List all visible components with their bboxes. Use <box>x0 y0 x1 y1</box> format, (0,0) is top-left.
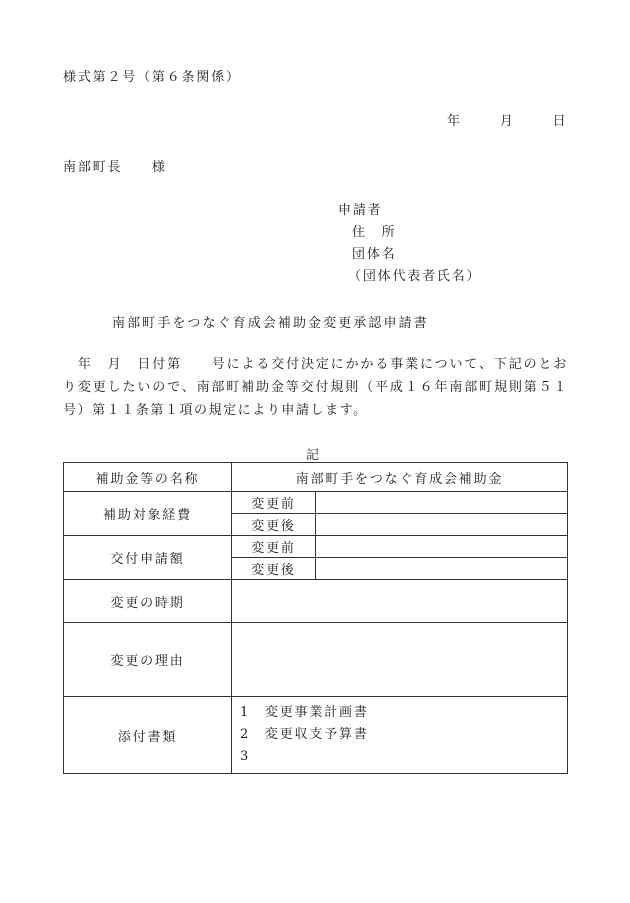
attachment-item: 1 変更事業計画書 <box>240 705 369 720</box>
eligible-cost-before-value[interactable] <box>316 492 568 514</box>
applicant-representative: （団体代表者氏名） <box>348 269 482 284</box>
table-row <box>64 536 568 558</box>
change-timing-value[interactable] <box>232 580 568 623</box>
detail-table <box>63 462 568 774</box>
grant-amount-after-label: 変更後 <box>232 558 316 580</box>
table-row <box>64 492 568 514</box>
table-row <box>64 580 568 623</box>
addressee: 南部町長 様 <box>63 160 167 175</box>
table-row <box>64 463 568 492</box>
grant-amount-label: 交付申請額 <box>64 536 232 580</box>
attachments-label: 添付書類 <box>64 697 232 774</box>
change-reason-label: 変更の理由 <box>64 623 232 697</box>
attachment-item: 3 <box>240 749 251 764</box>
ki-heading: 記 <box>306 448 320 463</box>
applicant-block <box>338 200 481 288</box>
body-text: 年 月 日付第 号による交付決定にかかる事業について、下記のとおり変更したいので、南部町補助金等交付規則（平成１６年南部町規則第５１号）第１１条第１項の規定により申請します。 <box>63 357 568 418</box>
date-day: 日 <box>552 114 568 129</box>
applicant-group-name: 団体名 <box>352 247 397 262</box>
eligible-cost-label: 補助対象経費 <box>64 492 232 536</box>
change-timing-label: 変更の時期 <box>64 580 232 623</box>
applicant-address: 住 所 <box>352 225 397 240</box>
document-title: 南部町手をつなぐ育成会補助金変更承認申請書 <box>112 316 429 331</box>
applicant-label: 申請者 <box>338 203 383 218</box>
date-year: 年 <box>447 114 462 129</box>
eligible-cost-after-label: 変更後 <box>232 514 316 536</box>
eligible-cost-before-label: 変更前 <box>232 492 316 514</box>
date-month: 月 <box>499 114 515 129</box>
change-reason-value[interactable] <box>232 623 568 697</box>
grant-amount-after-value[interactable] <box>316 558 568 580</box>
date-line <box>447 110 567 129</box>
table-row <box>64 623 568 697</box>
attachment-item: 2 変更収支予算書 <box>240 727 369 742</box>
subsidy-name-value: 南部町手をつなぐ育成会補助金 <box>232 463 568 492</box>
eligible-cost-after-value[interactable] <box>316 514 568 536</box>
table-row <box>64 697 568 774</box>
grant-amount-before-value[interactable] <box>316 536 568 558</box>
subsidy-name-label: 補助金等の名称 <box>64 463 232 492</box>
attachments-value <box>232 697 568 774</box>
form-number: 様式第２号（第６条関係） <box>63 70 241 85</box>
grant-amount-before-label: 変更前 <box>232 536 316 558</box>
